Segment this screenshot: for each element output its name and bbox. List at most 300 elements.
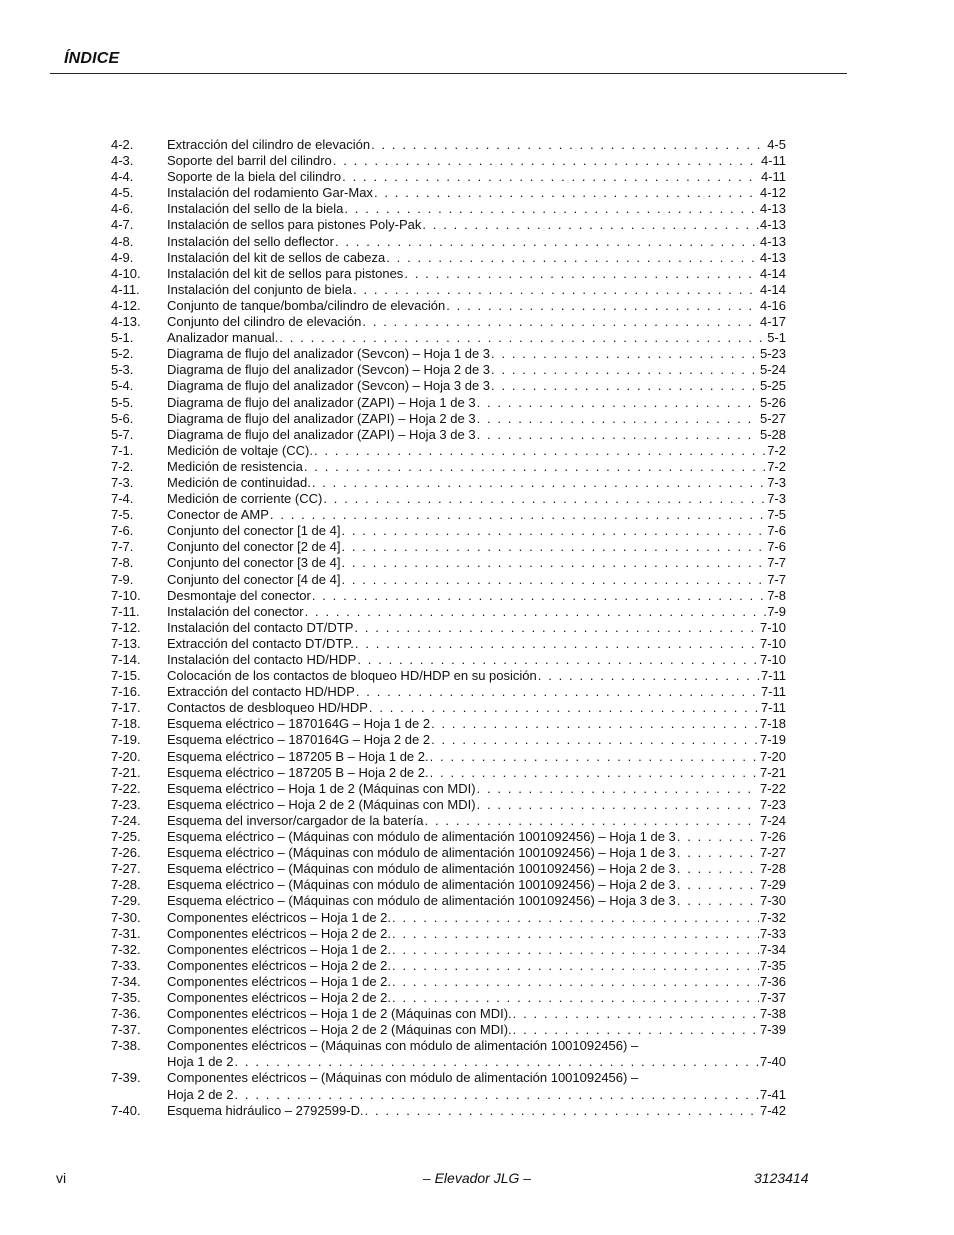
toc-entry-page: 7-18 bbox=[759, 716, 786, 732]
toc-entry-number: 7-37. bbox=[111, 1022, 141, 1038]
toc-entry-number: 7-18. bbox=[111, 716, 141, 732]
toc-entry-title: Diagrama de flujo del analizador (ZAPI) – Hoja 3 de 3 bbox=[167, 426, 476, 442]
toc-entry[interactable] bbox=[111, 507, 786, 523]
toc-entry[interactable] bbox=[111, 845, 786, 861]
dot-leader bbox=[538, 668, 760, 684]
toc-entry-page: 7-2 bbox=[767, 442, 786, 458]
toc-entry-title: Diagrama de flujo del analizador (ZAPI) – Hoja 2 de 3 bbox=[167, 410, 476, 426]
toc-entry-title: Diagrama de flujo del analizador (Sevcon) – Hoja 3 de 3 bbox=[167, 378, 491, 394]
toc-entry-title: Instalación del sello deflector bbox=[167, 233, 334, 249]
toc-entry-title: Soporte del barril del cilindro bbox=[167, 153, 332, 169]
toc-entry-page: 7-11 bbox=[760, 684, 786, 700]
toc-entry-title: Esquema eléctrico – Hoja 2 de 2 (Máquinas con MDI) bbox=[167, 796, 476, 812]
toc-entry-body bbox=[167, 990, 786, 1006]
toc-entry-page: 7-27 bbox=[759, 845, 786, 861]
footer-title: – Elevador JLG – bbox=[422, 1170, 532, 1186]
toc-entry-page: 7-37 bbox=[759, 989, 786, 1005]
toc-entry-body bbox=[167, 411, 786, 427]
toc-entry-body bbox=[167, 716, 786, 732]
toc-entry-body bbox=[167, 346, 786, 362]
dot-leader bbox=[270, 507, 766, 523]
dot-leader bbox=[279, 330, 766, 346]
toc-entry-number: 7-22. bbox=[111, 780, 141, 796]
toc-entry-title: Analizador manual. bbox=[167, 330, 279, 346]
toc-entry-body bbox=[167, 314, 786, 330]
toc-entry-page: 4-14 bbox=[759, 265, 786, 281]
toc-entry-page: 7-10 bbox=[759, 652, 786, 667]
toc-entry-page: 4-12 bbox=[759, 185, 786, 201]
toc-entry-body bbox=[167, 201, 786, 217]
toc-entry-body bbox=[167, 169, 786, 185]
toc-entry-title: Componentes eléctricos – (Máquinas con módulo de alimentación 1001092456) – bbox=[167, 1038, 639, 1054]
toc-entry-title: Diagrama de flujo del analizador (ZAPI) – Hoja 1 de 3 bbox=[167, 394, 476, 410]
toc-entry[interactable] bbox=[111, 990, 786, 1006]
toc-entry[interactable] bbox=[111, 1006, 786, 1022]
dot-leader bbox=[513, 1022, 759, 1038]
toc-entry-page: 5-23 bbox=[759, 346, 786, 362]
toc-entry[interactable] bbox=[111, 958, 786, 974]
toc-entry-page: 7-21 bbox=[759, 764, 786, 780]
dot-leader bbox=[333, 153, 760, 169]
toc-entry-page: 7-10 bbox=[759, 635, 786, 651]
toc-entry-title: Instalación del kit de sellos para pistones bbox=[167, 265, 404, 281]
toc-entry[interactable] bbox=[111, 1038, 786, 1070]
toc-entry-title: Conjunto del conector [4 de 4] bbox=[167, 571, 341, 587]
toc-entry-number: 7-3. bbox=[111, 474, 134, 490]
toc-entry-title: Componentes eléctricos – Hoja 1 de 2. bbox=[167, 909, 392, 925]
toc-entry-body bbox=[167, 217, 786, 233]
toc-entry-title: Instalación del kit de sellos de cabeza bbox=[167, 249, 386, 265]
toc-entry[interactable] bbox=[111, 813, 786, 829]
toc-entry[interactable] bbox=[111, 1070, 786, 1102]
toc-entry-number: 7-25. bbox=[111, 829, 141, 845]
toc-entry[interactable] bbox=[111, 781, 786, 797]
toc-entry-body bbox=[167, 813, 786, 829]
toc-entry-page: 7-6 bbox=[767, 539, 786, 555]
dot-leader bbox=[392, 942, 759, 958]
toc-entry[interactable] bbox=[111, 137, 786, 153]
toc-entry-number: 7-38. bbox=[111, 1038, 141, 1054]
toc-entry-title: Colocación de los contactos de bloqueo HD/HDP en su posición bbox=[167, 668, 537, 684]
toc-entry[interactable] bbox=[111, 588, 786, 604]
toc-entry-page: 4-11 bbox=[760, 153, 786, 169]
toc-entry-body bbox=[167, 266, 786, 282]
toc-entry[interactable] bbox=[111, 362, 786, 378]
toc-entry-title: Componentes eléctricos – (Máquinas con módulo de alimentación 1001092456) – bbox=[167, 1070, 639, 1086]
toc-entry-title: Instalación del sello de la biela bbox=[167, 201, 344, 217]
toc-entry-body bbox=[167, 539, 786, 555]
dot-leader bbox=[365, 1103, 759, 1119]
toc-entry[interactable] bbox=[111, 604, 786, 620]
toc-entry[interactable] bbox=[111, 169, 786, 185]
toc-entry-number: 5-2. bbox=[111, 346, 134, 362]
dot-leader bbox=[425, 813, 759, 829]
toc-entry-title: Esquema eléctrico – (Máquinas con módulo de alimentación 1001092456) – Hoja 1 de 3 bbox=[167, 829, 676, 845]
dot-leader bbox=[430, 749, 759, 765]
toc-entry-page: 7-3 bbox=[767, 491, 786, 507]
toc-entry-page: 7-11 bbox=[760, 668, 786, 684]
toc-entry-page: 4-5 bbox=[767, 137, 786, 152]
toc-entry-body bbox=[167, 893, 786, 909]
toc-entry-page: 7-8 bbox=[767, 587, 786, 603]
toc-entry-title: Contactos de desbloqueo HD/HDP bbox=[167, 700, 368, 716]
toc-entry-page: 7-10 bbox=[759, 619, 786, 635]
toc-entry-page: 4-13 bbox=[759, 233, 786, 249]
toc-entry-body bbox=[167, 1103, 786, 1119]
toc-entry-body bbox=[167, 1006, 786, 1022]
dot-leader bbox=[342, 169, 760, 185]
toc-entry-body bbox=[167, 877, 786, 893]
toc-entry[interactable] bbox=[111, 797, 786, 813]
toc-entry[interactable] bbox=[111, 459, 786, 475]
toc-entry-body bbox=[167, 459, 786, 475]
toc-entry-body bbox=[167, 845, 786, 861]
toc-entry[interactable] bbox=[111, 942, 786, 958]
footer-page-number: vi bbox=[56, 1170, 67, 1186]
dot-leader bbox=[491, 362, 759, 378]
toc-entry-title: Instalación del rodamiento Gar-Max bbox=[167, 185, 373, 201]
dot-leader bbox=[392, 926, 759, 942]
toc-entry-line bbox=[167, 1054, 786, 1070]
toc-entry[interactable] bbox=[111, 974, 786, 990]
toc-entry-number: 7-35. bbox=[111, 989, 141, 1005]
toc-entry-number: 7-4. bbox=[111, 491, 134, 507]
toc-entry-title: Esquema eléctrico – 187205 B – Hoja 2 de 2. bbox=[167, 764, 429, 780]
toc-entry-page: 7-11 bbox=[760, 700, 786, 716]
toc-entry-number: 7-7. bbox=[111, 539, 134, 555]
toc-entry-body bbox=[167, 298, 786, 314]
toc-entry-number: 7-17. bbox=[111, 700, 141, 716]
dot-leader bbox=[430, 765, 759, 781]
toc-entry-title: Conjunto del conector [1 de 4] bbox=[167, 523, 341, 539]
toc-entry-title: Componentes eléctricos – Hoja 2 de 2. bbox=[167, 989, 392, 1005]
dot-leader bbox=[371, 137, 766, 153]
toc-entry[interactable] bbox=[111, 555, 786, 571]
toc-entry-number: 7-26. bbox=[111, 845, 141, 861]
toc-entry-body bbox=[167, 330, 786, 346]
toc-entry-title: Esquema eléctrico – (Máquinas con módulo de alimentación 1001092456) – Hoja 2 de 3 bbox=[167, 877, 676, 893]
toc-entry-title: Medición de resistencia bbox=[167, 458, 303, 474]
toc-entry-number: 7-27. bbox=[111, 861, 141, 877]
dot-leader bbox=[357, 652, 759, 668]
toc-entry[interactable] bbox=[111, 749, 786, 765]
toc-entry-page: 7-19 bbox=[759, 732, 786, 748]
toc-entry[interactable] bbox=[111, 668, 786, 684]
toc-entry-body bbox=[167, 781, 786, 797]
toc-entry[interactable] bbox=[111, 330, 786, 346]
dot-leader bbox=[344, 201, 759, 217]
toc-entry-number: 4-11. bbox=[111, 281, 140, 297]
toc-entry-line bbox=[167, 1087, 786, 1103]
toc-entry[interactable] bbox=[111, 732, 786, 748]
toc-entry[interactable] bbox=[111, 829, 786, 845]
toc-entry-number: 4-5. bbox=[111, 185, 134, 201]
toc-entry-title: Extracción del contacto DT/DTP. bbox=[167, 635, 354, 651]
toc-entry-number: 7-32. bbox=[111, 941, 141, 957]
toc-entry[interactable] bbox=[111, 346, 786, 362]
toc-entry-number: 7-29. bbox=[111, 893, 141, 909]
toc-entry[interactable] bbox=[111, 716, 786, 732]
toc-entry-number: 5-5. bbox=[111, 394, 134, 410]
toc-entry-number: 7-33. bbox=[111, 957, 141, 973]
dot-leader bbox=[404, 266, 759, 282]
toc-entry-page: 7-5 bbox=[767, 507, 786, 523]
toc-entry-body bbox=[167, 572, 786, 588]
toc-entry-body bbox=[167, 1022, 786, 1038]
toc-entry-number: 7-15. bbox=[111, 668, 141, 684]
toc-entry-body bbox=[167, 153, 786, 169]
toc-entry-body bbox=[167, 137, 786, 153]
dot-leader bbox=[369, 700, 760, 716]
dot-leader bbox=[677, 829, 759, 845]
toc-entry[interactable] bbox=[111, 684, 786, 700]
toc-entry-title: Esquema eléctrico – 1870164G – Hoja 2 de 2 bbox=[167, 732, 431, 748]
toc-entry-title: Instalación del contacto DT/DTP bbox=[167, 619, 354, 635]
toc-entry-title: Componentes eléctricos – Hoja 1 de 2. bbox=[167, 973, 392, 989]
toc-entry[interactable] bbox=[111, 861, 786, 877]
toc-entry[interactable] bbox=[111, 572, 786, 588]
toc-entry[interactable] bbox=[111, 1022, 786, 1038]
toc-entry-body bbox=[167, 797, 786, 813]
toc-entry[interactable] bbox=[111, 1103, 786, 1119]
dot-leader bbox=[677, 893, 759, 909]
dot-leader bbox=[305, 604, 767, 620]
toc-entry[interactable] bbox=[111, 765, 786, 781]
dot-leader bbox=[392, 974, 759, 990]
toc-entry-body bbox=[167, 1070, 786, 1102]
toc-entry[interactable] bbox=[111, 282, 786, 298]
toc-entry[interactable] bbox=[111, 298, 786, 314]
toc-entry[interactable] bbox=[111, 201, 786, 217]
toc-entry[interactable] bbox=[111, 877, 786, 893]
toc-entry-number: 7-21. bbox=[111, 764, 141, 780]
dot-leader bbox=[477, 395, 759, 411]
toc-entry-body bbox=[167, 926, 786, 942]
toc-entry-page: 7-26 bbox=[759, 829, 786, 845]
toc-entry-number: 7-34. bbox=[111, 973, 141, 989]
toc-entry-number: 7-30. bbox=[111, 909, 141, 925]
toc-entry-body bbox=[167, 829, 786, 845]
toc-entry-page: 7-23 bbox=[759, 796, 786, 812]
toc-entry-number: 5-1. bbox=[111, 330, 134, 346]
table-of-contents bbox=[111, 137, 786, 1119]
toc-entry-body bbox=[167, 555, 786, 571]
toc-entry-body bbox=[167, 942, 786, 958]
dot-leader bbox=[304, 459, 766, 475]
toc-entry-body bbox=[167, 604, 786, 620]
toc-entry-page: 7-22 bbox=[759, 780, 786, 796]
toc-entry-page: 7-40 bbox=[759, 1054, 786, 1070]
toc-entry-title: Componentes eléctricos – Hoja 2 de 2 (Máquinas con MDI). bbox=[167, 1022, 512, 1038]
toc-entry[interactable] bbox=[111, 395, 786, 411]
toc-entry-page: 7-6 bbox=[767, 523, 786, 539]
toc-entry[interactable] bbox=[111, 491, 786, 507]
toc-entry-page: 7-36 bbox=[759, 973, 786, 989]
toc-entry[interactable] bbox=[111, 636, 786, 652]
toc-entry-title: Soporte de la biela del cilindro bbox=[167, 169, 342, 185]
toc-entry-number: 7-12. bbox=[111, 619, 141, 635]
dot-leader bbox=[477, 797, 759, 813]
toc-entry-title: Hoja 2 de 2 bbox=[167, 1086, 234, 1102]
toc-entry[interactable] bbox=[111, 250, 786, 266]
dot-leader bbox=[392, 958, 759, 974]
toc-entry-number: 7-24. bbox=[111, 812, 141, 828]
toc-entry-number: 7-36. bbox=[111, 1006, 141, 1022]
toc-entry-page: 4-13 bbox=[759, 201, 786, 217]
toc-entry-number: 7-39. bbox=[111, 1070, 141, 1086]
toc-entry-page: 7-38 bbox=[759, 1006, 786, 1022]
toc-entry[interactable] bbox=[111, 652, 786, 668]
dot-leader bbox=[235, 1087, 759, 1103]
toc-entry-page: 7-7 bbox=[767, 555, 786, 571]
toc-entry[interactable] bbox=[111, 378, 786, 394]
toc-entry-body bbox=[167, 443, 786, 459]
toc-entry-page: 4-13 bbox=[759, 249, 786, 265]
toc-entry-title: Componentes eléctricos – Hoja 1 de 2. bbox=[167, 941, 392, 957]
dot-leader bbox=[392, 910, 759, 926]
toc-entry-number: 7-20. bbox=[111, 748, 141, 764]
toc-entry-page: 5-28 bbox=[759, 426, 786, 442]
dot-leader bbox=[477, 427, 759, 443]
toc-entry[interactable] bbox=[111, 926, 786, 942]
toc-entry-body bbox=[167, 475, 786, 491]
toc-entry-page: 7-24 bbox=[759, 812, 786, 828]
toc-entry-page: 7-29 bbox=[759, 877, 786, 893]
toc-entry-number: 7-13. bbox=[111, 635, 141, 651]
toc-entry-number: 5-4. bbox=[111, 378, 134, 394]
toc-entry[interactable] bbox=[111, 427, 786, 443]
dot-leader bbox=[677, 845, 759, 861]
toc-entry-page: 7-30 bbox=[759, 893, 786, 909]
toc-entry-number: 7-10. bbox=[111, 587, 141, 603]
toc-entry-number: 7-28. bbox=[111, 877, 141, 893]
toc-entry-title: Diagrama de flujo del analizador (Sevcon) – Hoja 2 de 3 bbox=[167, 362, 491, 378]
toc-entry-title: Instalación del contacto HD/HDP bbox=[167, 652, 357, 667]
dot-leader bbox=[341, 523, 766, 539]
toc-entry[interactable] bbox=[111, 910, 786, 926]
toc-entry-title: Medición de corriente (CC) bbox=[167, 491, 323, 507]
dot-leader bbox=[353, 282, 759, 298]
dot-leader bbox=[356, 684, 760, 700]
toc-entry[interactable] bbox=[111, 266, 786, 282]
toc-entry-number: 5-7. bbox=[111, 426, 134, 442]
toc-entry[interactable] bbox=[111, 539, 786, 555]
toc-entry-body bbox=[167, 588, 786, 604]
toc-entry-page: 7-35 bbox=[759, 957, 786, 973]
toc-entry[interactable] bbox=[111, 314, 786, 330]
toc-entry-body bbox=[167, 861, 786, 877]
toc-entry-page: 5-25 bbox=[759, 378, 786, 394]
dot-leader bbox=[235, 1054, 759, 1070]
toc-entry-title: Conjunto de tanque/bomba/cilindro de elevación bbox=[167, 297, 446, 313]
toc-entry-title: Esquema eléctrico – Hoja 1 de 2 (Máquinas con MDI) bbox=[167, 780, 476, 796]
toc-entry[interactable] bbox=[111, 153, 786, 169]
toc-entry-number: 7-11. bbox=[111, 603, 140, 619]
toc-entry-number: 4-13. bbox=[111, 314, 141, 330]
toc-entry-number: 4-2. bbox=[111, 137, 134, 152]
toc-entry-page: 7-3 bbox=[767, 474, 786, 490]
toc-entry-body bbox=[167, 636, 786, 652]
toc-entry-page: 7-32 bbox=[759, 909, 786, 925]
toc-entry-number: 7-23. bbox=[111, 796, 141, 812]
toc-entry-page: 5-27 bbox=[759, 410, 786, 426]
toc-entry-body bbox=[167, 732, 786, 748]
toc-entry[interactable] bbox=[111, 411, 786, 427]
toc-entry-number: 5-6. bbox=[111, 410, 134, 426]
toc-entry-number: 7-16. bbox=[111, 684, 141, 700]
toc-entry[interactable] bbox=[111, 475, 786, 491]
toc-entry[interactable] bbox=[111, 185, 786, 201]
dot-leader bbox=[491, 346, 759, 362]
toc-entry-title: Extracción del cilindro de elevación bbox=[167, 137, 371, 152]
dot-leader bbox=[513, 1006, 759, 1022]
toc-entry-page: 7-2 bbox=[767, 458, 786, 474]
toc-entry-title: Componentes eléctricos – Hoja 2 de 2. bbox=[167, 925, 392, 941]
dot-leader bbox=[312, 475, 766, 491]
toc-entry-page: 7-20 bbox=[759, 748, 786, 764]
toc-entry-title: Esquema eléctrico – (Máquinas con módulo de alimentación 1001092456) – Hoja 3 de 3 bbox=[167, 893, 676, 909]
toc-entry-body bbox=[167, 234, 786, 250]
toc-entry-page: 4-11 bbox=[760, 169, 786, 185]
toc-entry-number: 7-40. bbox=[111, 1102, 141, 1118]
toc-entry-number: 4-3. bbox=[111, 153, 134, 169]
dot-leader bbox=[386, 250, 759, 266]
toc-entry-body bbox=[167, 523, 786, 539]
toc-entry-title: Desmontaje del conector bbox=[167, 587, 311, 603]
dot-leader bbox=[446, 298, 759, 314]
toc-entry-page: 7-34 bbox=[759, 941, 786, 957]
dot-leader bbox=[341, 555, 766, 571]
toc-entry-body bbox=[167, 427, 786, 443]
toc-entry-body bbox=[167, 765, 786, 781]
toc-entry[interactable] bbox=[111, 234, 786, 250]
toc-entry-body bbox=[167, 700, 786, 716]
dot-leader bbox=[374, 185, 759, 201]
toc-entry-title: Instalación del conector bbox=[167, 603, 304, 619]
toc-entry-body bbox=[167, 378, 786, 394]
toc-entry-number: 7-14. bbox=[111, 652, 141, 667]
toc-entry-page: 7-39 bbox=[759, 1022, 786, 1038]
toc-entry-number: 5-3. bbox=[111, 362, 134, 378]
toc-entry-title: Componentes eléctricos – Hoja 1 de 2 (Máquinas con MDI). bbox=[167, 1006, 512, 1022]
toc-entry[interactable] bbox=[111, 700, 786, 716]
dot-leader bbox=[362, 314, 759, 330]
toc-entry[interactable] bbox=[111, 893, 786, 909]
toc-entry-number: 4-12. bbox=[111, 297, 141, 313]
toc-entry-number: 4-10. bbox=[111, 265, 141, 281]
header-divider bbox=[50, 73, 847, 74]
toc-entry-number: 4-6. bbox=[111, 201, 134, 217]
toc-entry[interactable] bbox=[111, 217, 786, 233]
toc-entry-title: Conjunto del conector [3 de 4] bbox=[167, 555, 341, 571]
page-title: ÍNDICE bbox=[64, 50, 120, 67]
toc-entry-body bbox=[167, 668, 786, 684]
toc-entry-line bbox=[167, 1038, 786, 1054]
toc-entry-page: 4-17 bbox=[759, 314, 786, 330]
toc-entry-body bbox=[167, 491, 786, 507]
toc-entry[interactable] bbox=[111, 620, 786, 636]
toc-entry-title: Esquema eléctrico – (Máquinas con módulo de alimentación 1001092456) – Hoja 1 de 3 bbox=[167, 845, 676, 861]
toc-entry-title: Conector de AMP bbox=[167, 507, 269, 523]
toc-entry-body bbox=[167, 185, 786, 201]
dot-leader bbox=[422, 217, 759, 233]
toc-entry[interactable] bbox=[111, 523, 786, 539]
toc-entry-title: Hoja 1 de 2 bbox=[167, 1054, 234, 1070]
toc-entry[interactable] bbox=[111, 443, 786, 459]
toc-entry-body bbox=[167, 395, 786, 411]
dot-leader bbox=[335, 234, 759, 250]
toc-entry-page: 7-41 bbox=[759, 1086, 786, 1102]
